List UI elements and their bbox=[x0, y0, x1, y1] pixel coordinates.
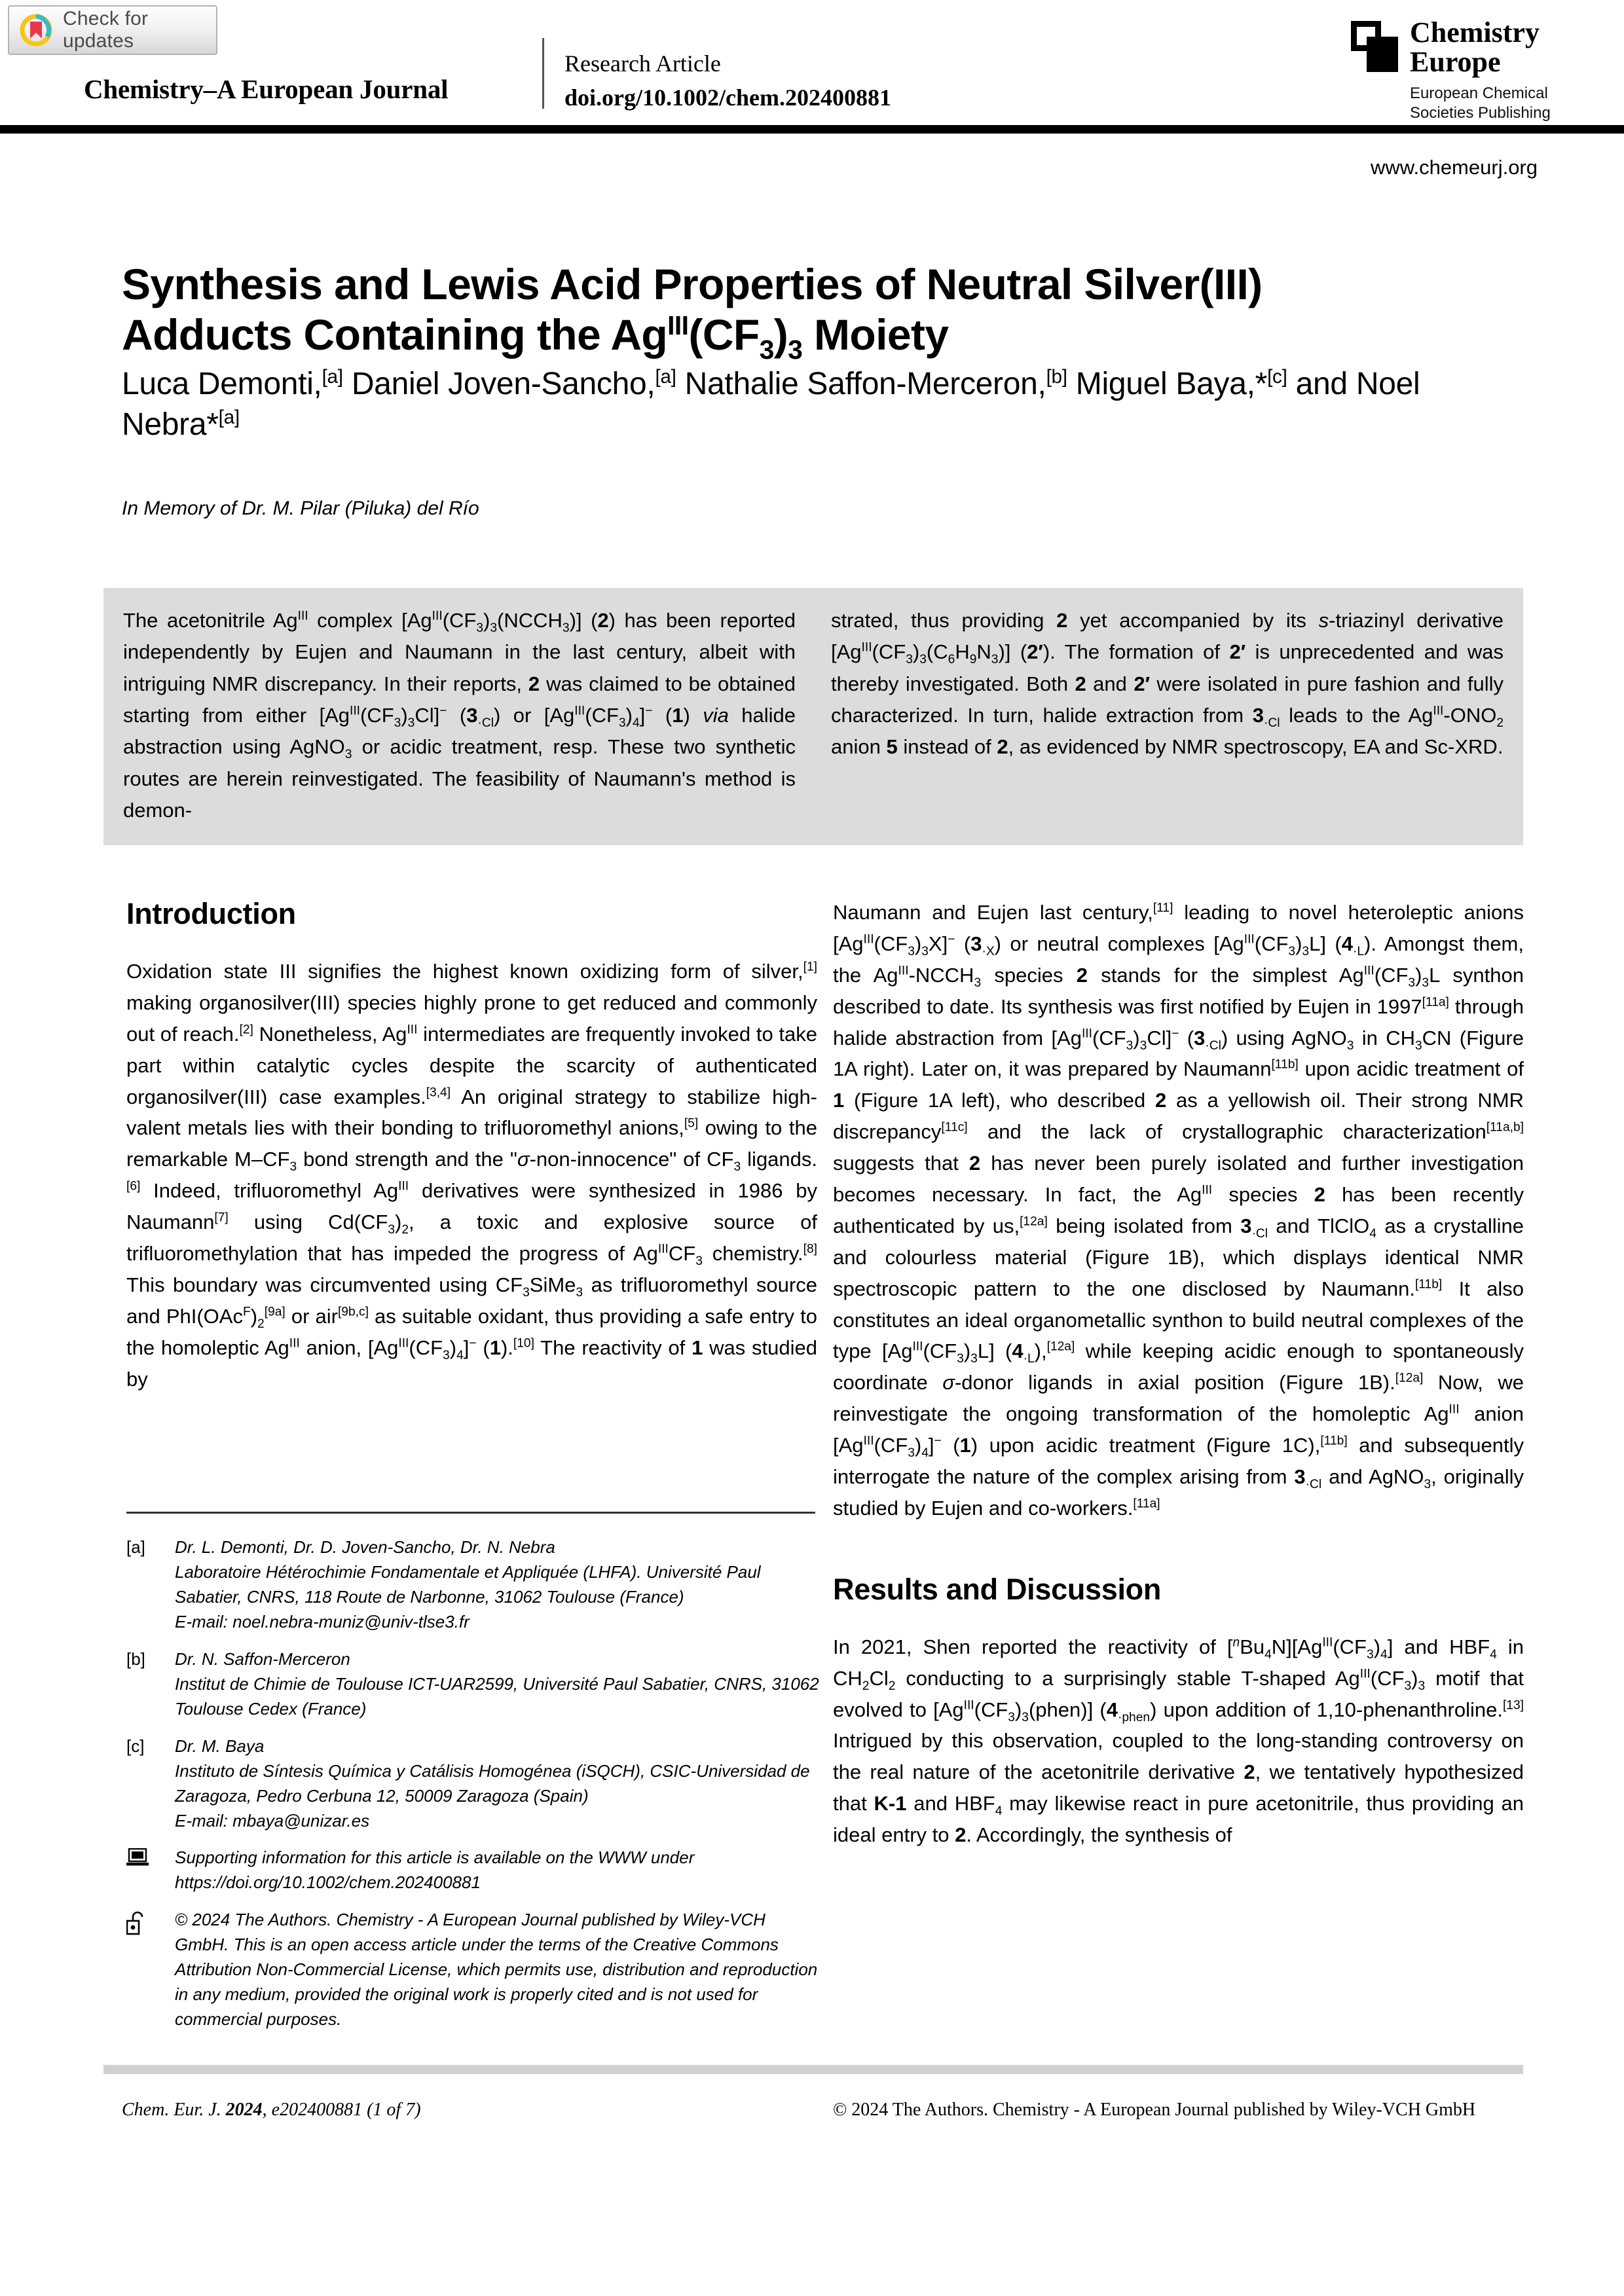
supporting-information-note bbox=[126, 1846, 821, 1895]
title-line-1: Synthesis and Lewis Acid Properties of Neutral Silver(III) bbox=[122, 260, 1263, 309]
affiliation-email[interactable]: E-mail: mbaya@unizar.es bbox=[175, 1810, 370, 1831]
abstract-column-right: strated, thus providing 2 yet accompanied by its s-triazinyl derivative $[Ag^{III}(CF_3)_3(C_6H_9N_3)]$ (2′). The formation of 2′ is unprecedented and was thereby investigated. Both 2 and 2′ were isolated in pure fashion and fully characterized. In turn, halide extraction from $3_{\cdot Cl}$ leads to the $Ag^{III}-ONO_2$ anion 5 instead of 2, as evidenced by NMR spectroscopy, EA and Sc-XRD. bbox=[831, 609, 1504, 759]
chemistry-europe-logo bbox=[1351, 18, 1551, 123]
footnote-rule bbox=[126, 1512, 815, 1514]
footer-band bbox=[103, 2065, 1523, 2074]
body-column-left bbox=[126, 897, 817, 1394]
footer-citation: Chem. Eur. J. 2024, e202400881 (1 of 7) bbox=[122, 2100, 421, 2120]
affiliation-address: Laboratoire Hétérochimie Fondamentale et Appliquée (LHFA). Université Paul Sabatier, CNRS, 118 Route de Narbonne, 31062 Toulouse (France) bbox=[175, 1561, 761, 1607]
author-list: Luca Demonti,[a] Daniel Joven-Sancho,[a] Nathalie Saffon-Merceron,[b] Miguel Baya,*[c] and Noel Nebra*[a] bbox=[122, 366, 1420, 443]
author-aff-ref: [a] bbox=[218, 407, 240, 429]
journal-name: Chemistry–A European Journal bbox=[84, 74, 449, 104]
affiliation-authors: Dr. M. Baya bbox=[175, 1736, 265, 1756]
license-text: © 2024 The Authors. Chemistry - A European Journal published by Wiley-VCH GmbH. This is an open access article under the terms of the Creative Commons Attribution Non-Commercial License, which permits use, distribution and reproduction in any medium, provided the original work is properly cited and is not used for commercial purposes. bbox=[175, 1910, 818, 2030]
chemistry-europe-wordmark bbox=[1410, 18, 1551, 123]
intro-paragraph-right: Naumann and Eujen last century,[11] leading to novel heteroleptic anions $[Ag^{III}(CF_3)_3X]^-$ $(3_{\cdot X})$ or neutral complexes $[Ag^{III}(CF_3)_3L]$ $(4_{\cdot L})$. Amongst them, the $Ag^{III}-NCCH_3$ species 2 stands for the simplest $Ag^{III}(CF_3)_3L$ synthon described to date. Its synthesis was first notified by Eujen in 1997[11a] through halide abstraction from $[Ag^{III}(CF_3)_3Cl]^-$ $(3_{\cdot Cl})$ using AgNO$_3$ in $CH_3CN$ (Figure 1A right). Later on, it was prepared by Naumann[11b] upon acidic treatment of 1 (Figure 1A left), who described 2 as a yellowish oil. Their strong NMR discrepancy[11c] and the lack of crystallographic characterization[11a,b] suggests that 2 has never been purely isolated and further investigation becomes necessary. In fact, the $Ag^{III}$ species 2 has been recently authenticated by us,[12a] being isolated from $3_{\cdot Cl}$ and TlClO$_4$ as a crystalline and colourless material (Figure 1B), which displays identical NMR spectroscopic pattern to the one disclosed by Naumann.[11b] It also constitutes an ideal organometallic synthon to build neutral complexes of the type $[Ag^{III}(CF_3)_3L]$ $(4_{\cdot L}),[12a]$ while keeping acidic enough to spontaneously coordinate σ-donor ligands in axial position (Figure 1B).[12a] Now, we reinvestigate the ongoing transformation of the homoleptic $Ag^{III}$ anion $[Ag^{III}(CF_3)_4]^-$ (1) upon acidic treatment (Figure 1C),[11b] and subsequently interrogate the nature of the complex arising from $3_{\cdot Cl}$ and AgNO$_3$, originally studied by Eujen and co-workers.[11a] bbox=[833, 901, 1524, 1520]
affiliation-a bbox=[126, 1535, 821, 1635]
footer-copyright: © 2024 The Authors. Chemistry - A European Journal published by Wiley-VCH GmbH bbox=[833, 2100, 1476, 2120]
author-aff-ref: [a] bbox=[655, 366, 676, 388]
results-paragraph-1: In 2021, Shen reported the reactivity of $[^nBu_4N][Ag^{III}(CF_3)_4]$ and $HBF_4$ in $CH_2Cl_2$ conducting to a surprisingly stable T-shaped $Ag^{III}(CF_3)_3$ motif that evolved to $[Ag^{III}(CF_3)_3(phen)]$ $(4_{\cdot phen})$ upon addition of 1,10-phenanthroline.[13] Intrigued by this observation, coupled to the long-standing controversy on the real nature of the acetonitrile derivative 2, we tentatively hypothesized that K-1 and $HBF_4$ may likewise react in pure acetonitrile, thus providing an ideal entry to 2. Accordingly, the synthesis of bbox=[833, 1635, 1524, 1847]
abstract-box bbox=[103, 588, 1523, 845]
affiliation-authors: Dr. L. Demonti, Dr. D. Joven-Sancho, Dr. N. Nebra bbox=[175, 1537, 555, 1557]
header-divider bbox=[542, 38, 544, 109]
open-access-lock-icon bbox=[126, 1908, 175, 2032]
abstract-column-left: The acetonitrile $Ag^{III}$ complex $[Ag^{III}(CF_3)_3(NCCH_3)]$ (2) has been reported independently by Eujen and Naumann in the last century, albeit with intriguing NMR discrepancy. In their reports, 2 was claimed to be obtained starting from either $[Ag^{III}(CF_3)_3Cl]^-$ $(3_{\cdot Cl})$ or $[Ag^{III}(CF_3)_4]^-$ (1) via halide abstraction using AgNO$_3$ or acidic treatment, resp. These two synthetic routes are herein reinvestigated. The feasibility of Naumann's method is demon- bbox=[123, 609, 796, 822]
affiliation-authors: Dr. N. Saffon-Merceron bbox=[175, 1649, 350, 1669]
author-aff-ref: [c] bbox=[1267, 366, 1287, 388]
title-line-2: Adducts Containing the $Ag^{III}(CF_3)_3$ Moiety bbox=[122, 310, 949, 365]
header-rule bbox=[0, 125, 1624, 134]
check-for-updates-label: Check for updates bbox=[63, 8, 149, 52]
affiliation-c bbox=[126, 1734, 821, 1834]
logo-line-1: Chemistry bbox=[1410, 16, 1540, 48]
journal-website-url[interactable]: www.chemeurj.org bbox=[1371, 156, 1538, 179]
affiliation-b bbox=[126, 1647, 821, 1722]
body-column-right bbox=[833, 897, 1524, 1851]
crossmark-icon bbox=[18, 12, 54, 48]
section-heading-results: Results and Discussion bbox=[833, 1572, 1162, 1606]
chemistry-europe-mark-icon bbox=[1351, 21, 1398, 72]
check-for-updates-badge[interactable] bbox=[8, 5, 217, 55]
affiliation-address: Institut de Chimie de Toulouse ICT-UAR2599, Université Paul Sabatier, CNRS, 31062 Toulouse Cedex (France) bbox=[175, 1673, 819, 1719]
footnote-block bbox=[126, 1535, 821, 2045]
affiliation-tag: [b] bbox=[126, 1649, 145, 1669]
license-note bbox=[126, 1908, 821, 2032]
article-doi[interactable]: doi.org/10.1002/chem.202400881 bbox=[564, 84, 891, 111]
affiliation-address: Instituto de Síntesis Química y Catálisis Homogénea (iSQCH), CSIC-Universidad de Zaragoza, Pedro Cerbuna 12, 50009 Zaragoza (Spain) bbox=[175, 1760, 810, 1806]
affiliation-email[interactable]: E-mail: noel.nebra-muniz@univ-tlse3.fr bbox=[175, 1611, 470, 1631]
author-aff-ref: [a] bbox=[322, 366, 343, 388]
page-title bbox=[122, 259, 1484, 365]
supporting-information-text[interactable]: Supporting information for this article is available on the WWW under https://doi.org/10.1002/chem.202400881 bbox=[175, 1848, 695, 1893]
dedication: In Memory of Dr. M. Pilar (Piluka) del Río bbox=[122, 498, 479, 519]
section-heading-introduction: Introduction bbox=[126, 897, 296, 930]
laptop-icon bbox=[126, 1846, 175, 1895]
article-type: Research Article bbox=[564, 50, 721, 77]
affiliation-tag: [a] bbox=[126, 1537, 145, 1557]
affiliation-tag: [c] bbox=[126, 1736, 145, 1756]
intro-paragraph-left: Oxidation state III signifies the highest known oxidizing form of silver,[1] making organosilver(III) species highly prone to get reduced and commonly out of reach.[2] Nonetheless, $Ag^{III}$ intermediates are frequently invoked to take part within catalytic cycles despite the scarcity of authenticated organosilver(III) case examples.[3,4] An original strategy to stabilize high-valent metals lies with their bonding to trifluoromethyl anions,[5] owing to the remarkable $M-CF_3$ bond strength and the "σ-non-innocence" of $CF_3$ ligands.[6] Indeed, trifluoromethyl $Ag^{III}$ derivatives were synthesized in 1986 by Naumann[7] using $Cd(CF_3)_2$, a toxic and explosive source of trifluoromethylation that has impeded the progress of $Ag^{III}CF_3$ chemistry.[8] This boundary was circumvented using $CF_3SiMe_3$ as trifluoromethyl source and $PhI(OAc^F)_2[9a]$ or air[9b,c] as suitable oxidant, thus providing a safe entry to the homoleptic $Ag^{III}$ anion, $[Ag^{III}(CF_3)_4]^-$ (1).[10] The reactivity of 1 was studied by bbox=[126, 960, 818, 1391]
logo-sub-2: Societies Publishing bbox=[1410, 103, 1551, 122]
logo-line-2: Europe bbox=[1410, 45, 1501, 78]
author-aff-ref: [b] bbox=[1046, 366, 1067, 388]
logo-sub-1: European Chemical bbox=[1410, 84, 1548, 102]
